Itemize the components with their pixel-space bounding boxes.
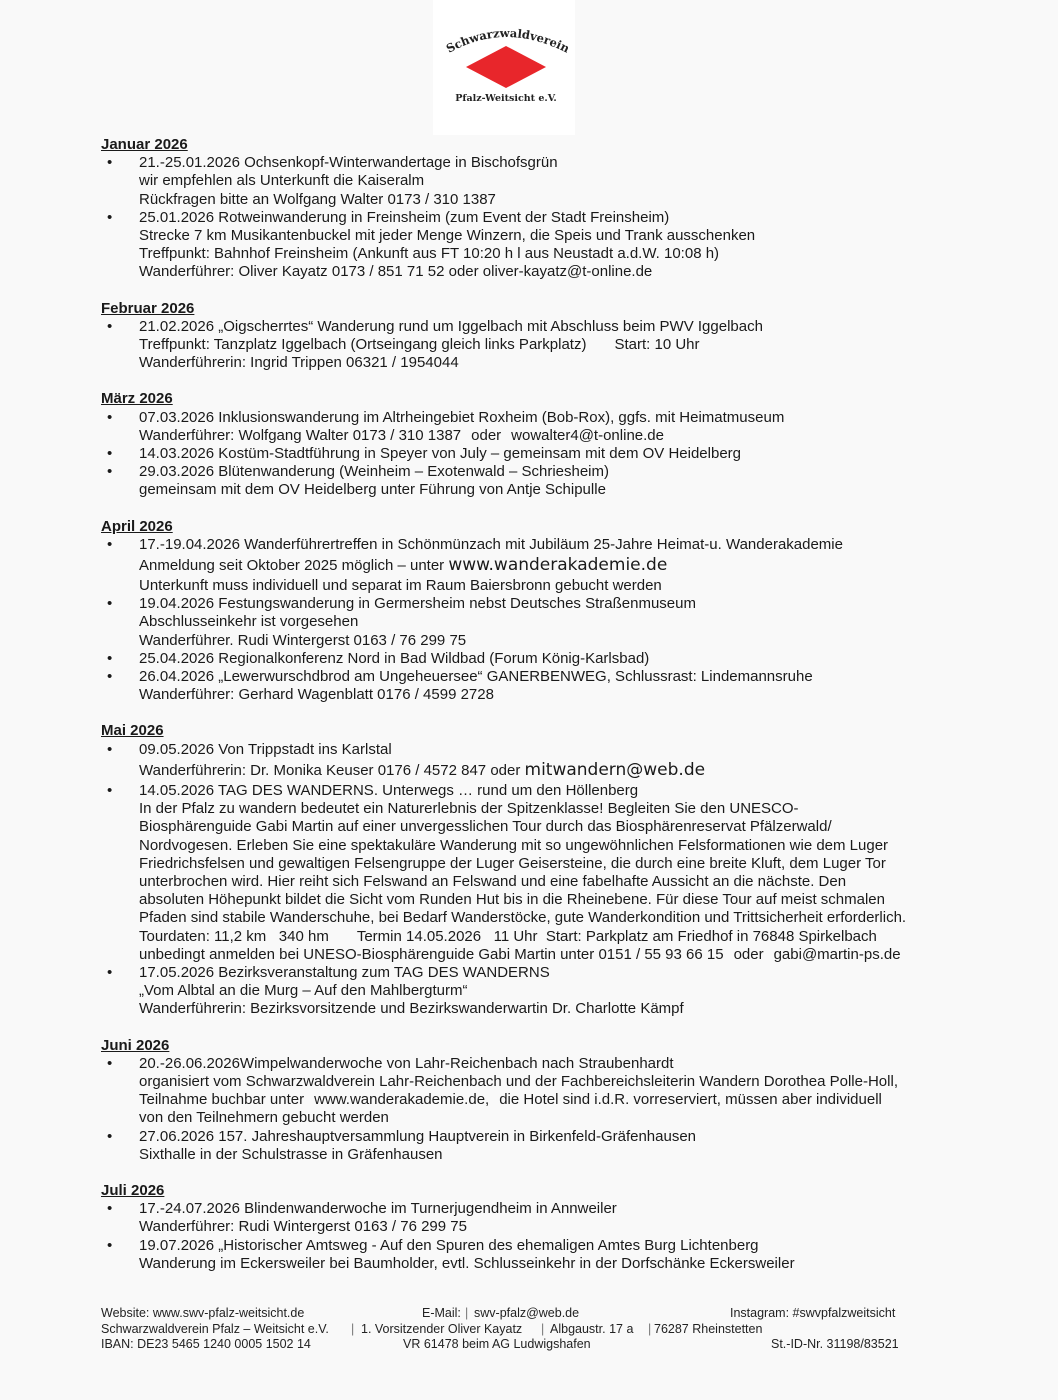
month-section-april (101, 518, 981, 705)
month-section-januar (101, 136, 981, 282)
event-title: 17.05.2026 Bezirksveranstaltung zum TAG DES WANDERNS (139, 963, 550, 981)
footer-row-address (101, 1322, 911, 1338)
event-item (101, 154, 981, 209)
event-detail: die Hotel sind i.d.R. vorreserviert, müssen aber individuell (499, 1091, 882, 1109)
event-contact: Wanderführer. Rudi Wintergerst 0163 / 76 299 75 (139, 631, 467, 649)
footer (101, 1306, 911, 1353)
footer-city: 76287 Rheinstetten (654, 1321, 763, 1336)
event-title: 21.-25.01.2026 Ochsenkopf-Winterwandertage in Bischofsgrün (139, 154, 558, 172)
footer-tax-id: St.-ID-Nr. 31198/83521 (771, 1337, 899, 1351)
footer-email[interactable]: swv-pfalz@web.de (474, 1306, 580, 1320)
month-section-juli (101, 1182, 981, 1273)
footer-register: VR 61478 beim AG Ludwigshafen (403, 1337, 591, 1351)
footer-chair: 1. Vorsitzender Oliver Kayatz (361, 1321, 523, 1336)
event-meeting-point: Treffpunkt: Tanzplatz Iggelbach (Ortseingang gleich links Parkplatz) (139, 336, 587, 354)
event-detail: Strecke 7 km Musikantenbuckel mit jeder Menge Winzern, die Speis und Trank ausschenken (139, 227, 756, 245)
event-detail: Treffpunkt: Bahnhof Freinsheim (Ankunft aus FT 10:20 h l aus Neustadt a.d.W. 10:08 h) (139, 245, 720, 263)
event-item (101, 741, 981, 782)
bullet-icon: • (107, 1054, 113, 1072)
event-contact: Wanderführer: Oliver Kayatz 0173 / 851 71 52 oder oliver-kayatz@t-online.de (139, 263, 653, 281)
bullet-icon: • (107, 668, 113, 686)
event-title: 20.-26.06.2026Wimpelwanderwoche von Lahr-Reichenbach nach Straubenhardt (139, 1054, 674, 1072)
contact-email[interactable]: mitwandern@web.de (524, 759, 706, 780)
bullet-icon: • (107, 445, 113, 463)
event-contact: Wanderführerin: Ingrid Trippen 06321 / 1954044 (139, 354, 459, 372)
logo-arc-text: Schwarzwaldverein (443, 25, 572, 56)
event-title: 21.02.2026 „Oigscherrtes“ Wanderung rund um Iggelbach mit Abschluss beim PWV Iggelbach (139, 317, 763, 335)
tour-data: Tourdaten: 11,2 km 340 hm (139, 927, 329, 945)
event-title: 25.04.2026 Regionalkonferenz Nord in Bad Wildbad (Forum König-Karlsbad) (139, 649, 650, 667)
footer-street: Albgaustr. 17 a (550, 1321, 634, 1336)
event-title: 09.05.2026 Von Trippstadt ins Karlstal (139, 740, 392, 758)
bullet-icon: • (107, 535, 113, 553)
footer-iban: IBAN: DE23 5465 1240 0005 1502 14 (101, 1337, 311, 1351)
event-calendar (101, 136, 981, 1291)
event-detail: Teilnahme buchbar unter (139, 1091, 305, 1109)
event-title: 29.03.2026 Blütenwanderung (Weinheim – Exotenwald – Schriesheim) (139, 463, 610, 481)
event-title: 27.06.2026 157. Jahreshauptversammlung Hauptverein in Birkenfeld-Gräfenhausen (139, 1127, 697, 1145)
event-description: Friedrichsfelsen und gewaltigen Felsengruppe der Luger Geisersteine, die durch eine breite Kluft, dem Luger Tor (139, 854, 886, 872)
wanderakademie-link[interactable]: www.wanderakademie.de, (314, 1091, 490, 1109)
or-text: oder (471, 426, 502, 444)
bullet-icon: • (107, 1236, 113, 1254)
event-title: 25.01.2026 Rotweinwanderung in Freinsheim (zum Event der Stadt Freinsheim) (139, 208, 670, 226)
event-title: 26.04.2026 „Lewerwurschdbrod am Ungeheuersee“ GANERBENWEG, Schlussrast: Lindemannsruhe (139, 668, 813, 686)
event-contact: Wanderführerin: Bezirksvorsitzende und Bezirkswanderwartin Dr. Charlotte Kämpf (139, 1000, 684, 1018)
event-item (101, 209, 981, 282)
month-heading: April 2026 (101, 517, 173, 535)
logo-graphic (433, 0, 575, 135)
footer-separator: | (351, 1321, 355, 1336)
event-detail: Anmeldung seit Oktober 2025 möglich – unter (139, 557, 445, 575)
bullet-icon: • (107, 963, 113, 981)
footer-website[interactable]: Website: www.swv-pfalz-weitsicht.de (101, 1306, 305, 1320)
tour-schedule: Termin 14.05.2026 11 Uhr Start: Parkplatz am Friedhof in 76848 Spirkelbach (356, 927, 877, 945)
logo-sub-text: Pfalz-Weitsicht e.V. (455, 93, 557, 104)
event-item (101, 650, 981, 668)
event-item (101, 1128, 981, 1164)
event-title: 17.-19.04.2026 Wanderführertreffen in Schönmünzach mit Jubiläum 25-Jahre Heimat-u. Wanderakademie (139, 535, 843, 553)
event-detail: Unterkunft muss individuell und separat im Raum Baiersbronn gebucht werden (139, 577, 662, 595)
event-title: 14.05.2026 TAG DES WANDERNS. Unterwegs … rund um den Höllenberg (139, 781, 639, 799)
contact-email: wowalter4@t-online.de (511, 426, 664, 444)
month-section-juni (101, 1037, 981, 1164)
bullet-icon: • (107, 208, 113, 226)
event-detail: gemeinsam mit dem OV Heidelberg unter Führung von Antje Schipulle (139, 481, 606, 499)
event-detail: Abschlusseinkehr ist vorgesehen (139, 613, 359, 631)
event-detail: „Vom Albtal an die Murg – Auf den Mahlbergturm“ (139, 982, 468, 1000)
footer-instagram[interactable]: Instagram: #swvpfalzweitsicht (730, 1306, 896, 1320)
event-item (101, 536, 981, 595)
event-item (101, 1200, 981, 1236)
event-title: 14.03.2026 Kostüm-Stadtführung in Speyer von July – gemeinsam mit dem OV Heidelberg (139, 445, 741, 463)
footer-separator: | (648, 1321, 652, 1336)
event-item (101, 964, 981, 1019)
bullet-icon: • (107, 154, 113, 172)
month-section-mai (101, 722, 981, 1018)
event-item (101, 1237, 981, 1273)
event-description: Pfaden sind stabile Wanderschuhe, bei Bedarf Wanderstöcke, gute Wanderkondition und Trittsicherheit erforderlich. (139, 909, 907, 927)
event-item (101, 595, 981, 650)
event-detail: wir empfehlen als Unterkunft die Kaiseralm (139, 172, 425, 190)
footer-separator: | (465, 1306, 469, 1320)
event-item (101, 409, 981, 445)
wanderakademie-link[interactable]: www.wanderakademie.de (448, 555, 668, 576)
event-item (101, 668, 981, 704)
bullet-icon: • (107, 463, 113, 481)
bullet-icon: • (107, 1127, 113, 1145)
event-detail: Sixthalle in der Schulstrasse in Gräfenhausen (139, 1145, 443, 1163)
bullet-icon: • (107, 408, 113, 426)
event-title: 17.-24.07.2026 Blindenwanderwoche im Turnerjugendheim in Annweiler (139, 1200, 617, 1218)
event-contact: Wanderführer: Rudi Wintergerst 0163 / 76 299 75 (139, 1218, 467, 1236)
event-detail: Rückfragen bitte an Wolfgang Walter 0173 / 310 1387 (139, 190, 496, 208)
month-heading: Juni 2026 (101, 1036, 170, 1054)
event-title: 07.03.2026 Inklusionswanderung im Altrheingebiet Roxheim (Bob-Rox), ggfs. mit Heimatmuseum (139, 408, 785, 426)
event-title: 19.04.2026 Festungswanderung in Germersheim nebst Deutsches Straßenmuseum (139, 595, 696, 613)
bullet-icon: • (107, 317, 113, 335)
bullet-icon: • (107, 740, 113, 758)
event-description: Biosphärenguide Gabi Martin auf einer unvergesslichen Tour durch das Biosphärenreservat Pfälzerwald/ (139, 818, 832, 836)
event-title: 19.07.2026 „Historischer Amtsweg - Auf den Spuren des ehemaligen Amtes Burg Lichtenberg (139, 1236, 759, 1254)
logo (433, 0, 575, 135)
event-detail: organisiert vom Schwarzwaldverein Lahr-Reichenbach und der Fachbereichsleiterin Wandern Dorothea Polle-Holl, (139, 1072, 898, 1090)
event-detail: Wanderung im Eckersweiler bei Baumholder, evtl. Schlusseinkehr in der Dorfschänke Eckersweiler (139, 1254, 795, 1272)
event-contact: unbedingt anmelden bei UNESO-Biosphärenguide Gabi Martin unter 0151 / 55 93 66 15 (139, 945, 724, 963)
footer-email-label: E-Mail: (422, 1306, 461, 1320)
bullet-icon: • (107, 649, 113, 667)
event-contact: Wanderführer: Gerhard Wagenblatt 0176 / 4599 2728 (139, 686, 494, 704)
event-item (101, 782, 981, 964)
footer-row-contact (101, 1306, 911, 1322)
month-heading: März 2026 (101, 390, 173, 408)
footer-row-bank (101, 1337, 911, 1353)
bullet-icon: • (107, 595, 113, 613)
event-description: absoluten Höhepunkt bildet die Sicht vom Runden Hut bis in die Rheinebene. Für diese Tour auf meist schmalen (139, 891, 885, 909)
footer-separator: | (541, 1321, 545, 1336)
month-section-maerz (101, 390, 981, 499)
event-description: In der Pfalz zu wandern bedeutet ein Naturerlebnis der Spitzenklasse! Begleiten Sie den UNESCO- (139, 800, 799, 818)
month-heading: Februar 2026 (101, 299, 195, 317)
event-detail: von den Teilnehmern gebucht werden (139, 1109, 389, 1127)
event-item (101, 445, 981, 463)
event-item (101, 318, 981, 373)
bullet-icon: • (107, 1200, 113, 1218)
event-description: Nordvogesen. Erleben Sie eine spektakuläre Wanderung mit so ungewöhnlichen Felsformationen wie dem Luger (139, 836, 889, 854)
month-section-februar (101, 300, 981, 373)
contact-email: gabi@martin-ps.de (773, 945, 901, 963)
logo-diamond-icon (466, 46, 546, 88)
event-description: unterbrochen wird. Hier reiht sich Felswand an Felswand und eine fabelhafte Aussicht an die nächste. Den (139, 872, 847, 890)
event-item (101, 1055, 981, 1128)
month-heading: Januar 2026 (101, 136, 188, 153)
month-heading: Mai 2026 (101, 722, 164, 740)
bullet-icon: • (107, 781, 113, 799)
event-start-time: Start: 10 Uhr (614, 336, 700, 354)
event-contact: Wanderführer: Wolfgang Walter 0173 / 310 1387 (139, 426, 462, 444)
event-item (101, 463, 981, 499)
footer-org: Schwarzwaldverein Pfalz – Weitsicht e.V. (101, 1321, 329, 1336)
or-text: oder (733, 945, 764, 963)
month-heading: Juli 2026 (101, 1181, 165, 1199)
event-contact: Wanderführerin: Dr. Monika Keuser 0176 / 4572 847 oder (139, 761, 521, 779)
